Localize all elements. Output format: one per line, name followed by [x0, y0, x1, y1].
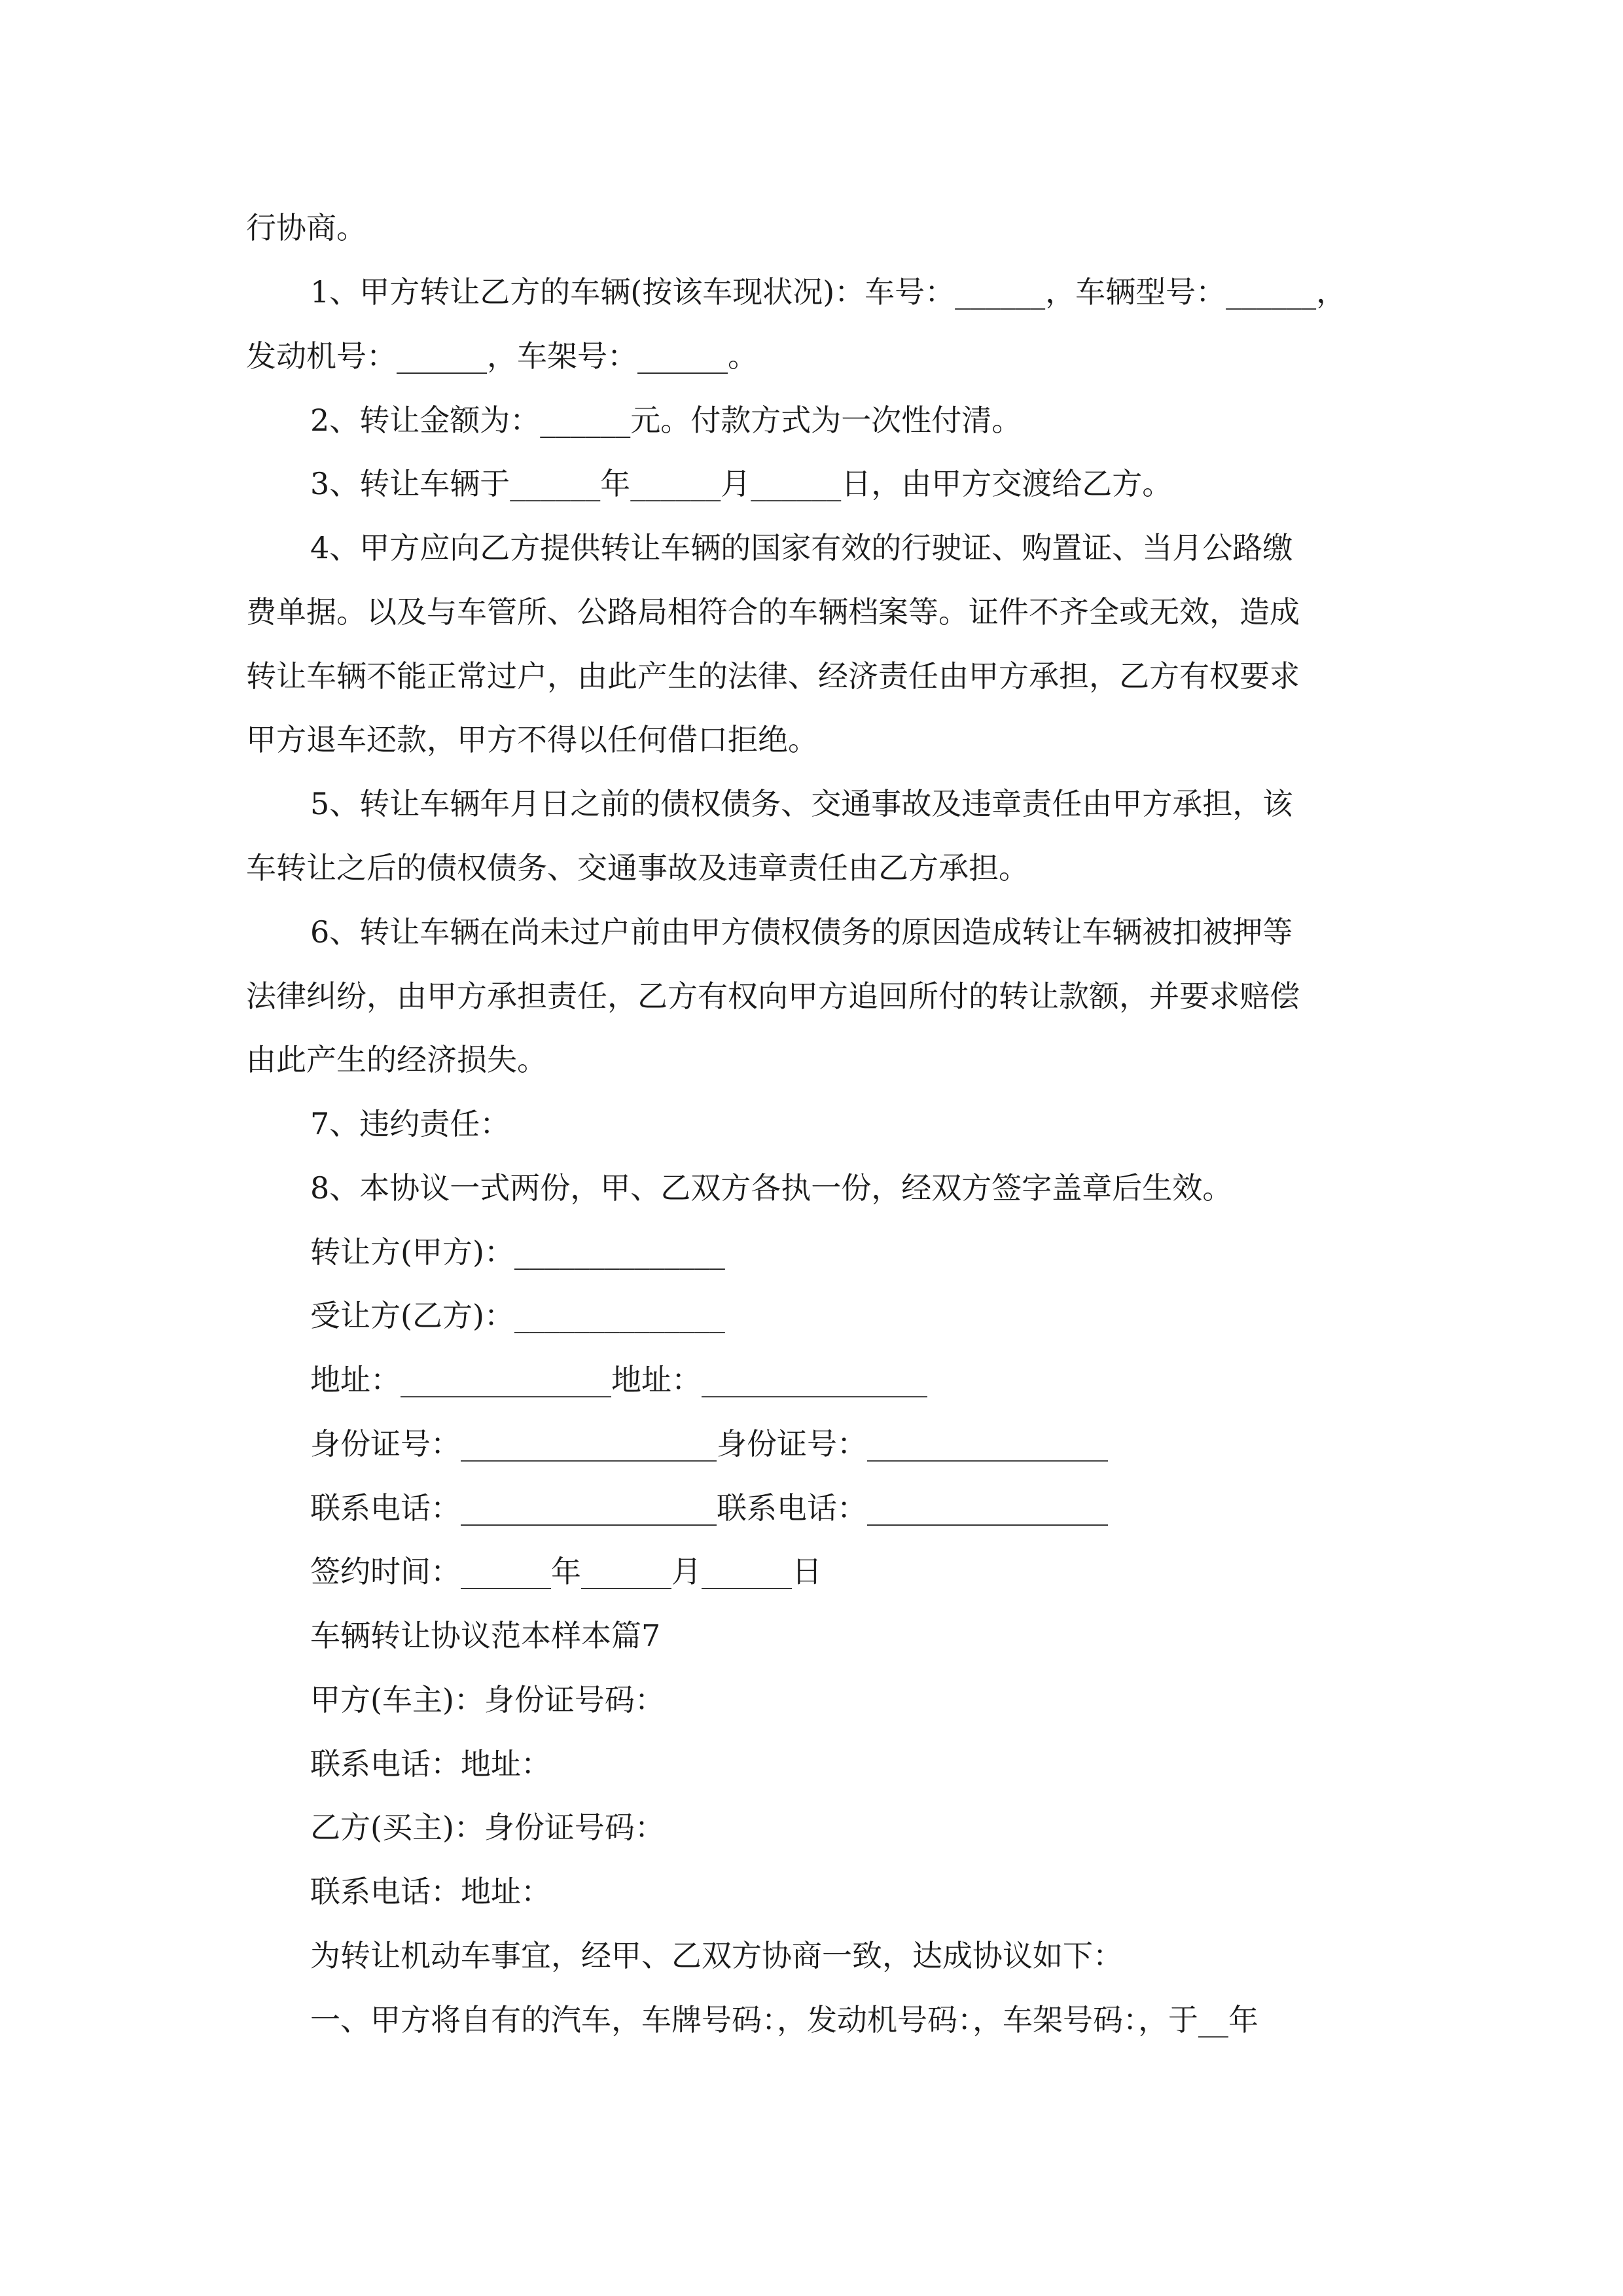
clause-8-line: 8、本协议一式两份，甲、乙双方各执一份，经双方签字盖章后生效。 — [310, 1170, 1233, 1206]
party-a-line: 甲方(车主)：身份证号码： — [310, 1682, 665, 1717]
clause-6-line: 6、转让车辆在尚未过户前由甲方债权债务的原因造成转让车辆被扣被押等 — [310, 914, 1293, 950]
clause-5-line: 5、转让车辆年月日之前的债权债务、交通事故及违章责任由甲方承担，该 — [310, 786, 1293, 821]
transferor-signature-line: 转让方(甲方)：______________ — [310, 1234, 725, 1270]
party-b-line: 乙方(买主)：身份证号码： — [310, 1810, 665, 1845]
clause-3-line: 3、转让车辆于______年______月______日，由甲方交渡给乙方。 — [310, 466, 1173, 501]
clause-7-line: 7、违约责任： — [310, 1106, 510, 1141]
clause-2-line: 2、转让金额为：______元。付款方式为一次性付清。 — [310, 403, 1022, 438]
section-heading: 车辆转让协议范本样本篇7 — [310, 1618, 661, 1653]
signing-date-line: 签约时间：______年______月______日 — [310, 1554, 822, 1589]
transferee-signature-line: 受让方(乙方)：______________ — [310, 1298, 725, 1333]
agreement-intro-line: 为转让机动车事宜，经甲、乙双方协商一致，达成协议如下： — [310, 1938, 1123, 1973]
text-line: 由此产生的经济损失。 — [246, 1042, 547, 1077]
text-line: 转让车辆不能正常过户，由此产生的法律、经济责任由甲方承担，乙方有权要求 — [246, 658, 1300, 694]
article-1-line: 一、甲方将自有的汽车，车牌号码：，发动机号码：，车架号码：，于__年 — [310, 2002, 1258, 2037]
text-line: 行协商。 — [246, 210, 366, 245]
clause-4-line: 4、甲方应向乙方提供转让车辆的国家有效的行驶证、购置证、当月公路缴 — [310, 530, 1293, 565]
party-a-contact-line: 联系电话：地址： — [310, 1746, 551, 1782]
address-line: 地址：______________地址：_______________ — [310, 1362, 927, 1397]
clause-1-line: 1、甲方转让乙方的车辆(按该车现状况)：车号：______，车辆型号：______， — [310, 274, 1347, 310]
text-line: 车转让之后的债权债务、交通事故及违章责任由乙方承担。 — [246, 850, 1029, 886]
party-b-contact-line: 联系电话：地址： — [310, 1874, 551, 1909]
text-line: 费单据。以及与车管所、公路局相符合的车辆档案等。证件不齐全或无效，造成 — [246, 594, 1300, 630]
text-line: 甲方退车还款，甲方不得以任何借口拒绝。 — [246, 722, 818, 757]
text-line: 发动机号：______，车架号：______。 — [246, 338, 758, 374]
text-line: 法律纠纷，由甲方承担责任，乙方有权向甲方追回所付的转让款额，并要求赔偿 — [246, 978, 1300, 1014]
id-number-line: 身份证号：_________________身份证号：________________ — [310, 1426, 1108, 1462]
phone-line: 联系电话：_________________联系电话：________________ — [310, 1490, 1108, 1526]
